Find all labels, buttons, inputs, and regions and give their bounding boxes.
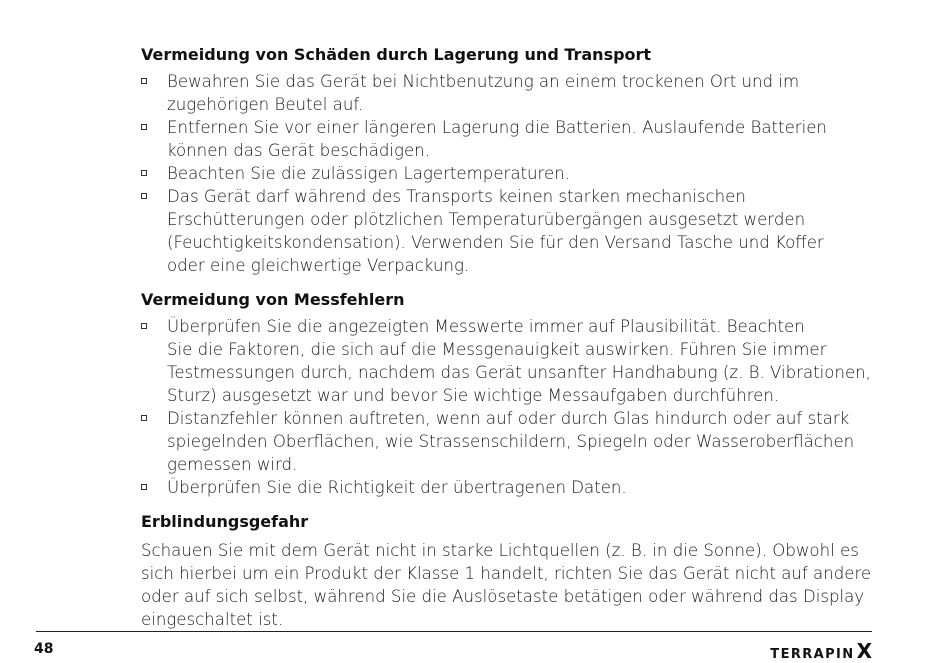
line: Testmessungen durch, nachdem das Gerät unsanfter Handhabung (z. B. Vibrationen,: [167, 363, 871, 382]
line: zugehörigen Beutel auf.: [167, 95, 364, 114]
bullet-list: [141, 70, 881, 277]
list-item: [141, 162, 881, 185]
line: oder auf sich selbst, während Sie die Auslösetaste betätigen oder während das Display: [141, 587, 865, 606]
page-number: 48: [34, 641, 54, 657]
line: Überprüfen Sie die angezeigten Messwerte immer auf Plausibilität. Beachten: [167, 317, 805, 336]
section-blinding-hazard: [141, 511, 881, 631]
list-item: [141, 116, 881, 162]
line: Distanzfehler können auftreten, wenn auf oder durch Glas hindurch oder auf stark: [167, 409, 850, 428]
line: oder eine gleichwertige Verpackung.: [167, 256, 470, 275]
section-heading: Vermeidung von Messfehlern: [141, 290, 405, 309]
line: gemessen wird.: [167, 455, 298, 474]
bullet-icon: [141, 193, 147, 199]
section-heading: Vermeidung von Schäden durch Lagerung und Transport: [141, 45, 652, 64]
bullet-icon: [141, 484, 147, 490]
bullet-icon: [141, 170, 147, 176]
line: Entfernen Sie vor einer längeren Lagerung die Batterien. Auslaufende Batterien: [167, 118, 827, 137]
line: Schauen Sie mit dem Gerät nicht in starke Lichtquellen (z. B. in die Sonne). Obwohl es: [141, 541, 859, 560]
bullet-icon: [141, 78, 147, 84]
bullet-icon: [141, 323, 147, 329]
list-item: [141, 185, 881, 277]
line: (Feuchtigkeitskondensation). Verwenden Sie für den Versand Tasche und Koffer: [167, 233, 824, 252]
line: spiegelnden Oberflächen, wie Strassenschildern, Spiegeln oder Wasseroberflächen: [167, 432, 855, 451]
section-storage-transport: [141, 44, 881, 277]
line: eingeschaltet ist.: [141, 610, 284, 629]
list-item: [141, 315, 881, 407]
footer-rule: [36, 631, 872, 632]
line: können das Gerät beschädigen.: [167, 141, 430, 160]
bullet-icon: [141, 124, 147, 130]
brand-logo: [770, 639, 872, 663]
line: Erschütterungen oder plötzlichen Temperaturübergängen ausgesetzt werden: [167, 210, 806, 229]
line: Beachten Sie die zulässigen Lagertemperaturen.: [167, 164, 571, 183]
line: Sturz) ausgesetzt war und bevor Sie wichtige Messaufgaben durchführen.: [167, 386, 780, 405]
line: Bewahren Sie das Gerät bei Nichtbenutzung an einem trockenen Ort und im: [167, 72, 800, 91]
list-item: [141, 407, 881, 476]
logo-text: TERRAPIN: [770, 647, 855, 662]
line: Überprüfen Sie die Richtigkeit der übertragenen Daten.: [167, 478, 627, 497]
line: Sie die Faktoren, die sich auf die Messgenauigkeit auswirken. Führen Sie immer: [167, 340, 827, 359]
bullet-list: [141, 315, 881, 499]
section-measurement-errors: [141, 289, 881, 499]
list-item: [141, 476, 881, 499]
bullet-icon: [141, 415, 147, 421]
line: Das Gerät darf während des Transports keinen starken mechanischen: [167, 187, 746, 206]
section-heading: Erblindungsgefahr: [141, 512, 309, 531]
list-item: [141, 70, 881, 116]
paragraph: [141, 539, 881, 631]
line: sich hierbei um ein Produkt der Klasse 1 handelt, richten Sie das Gerät nicht auf andere: [141, 564, 872, 583]
logo-mark: X: [856, 639, 872, 663]
page-content: [141, 44, 881, 631]
